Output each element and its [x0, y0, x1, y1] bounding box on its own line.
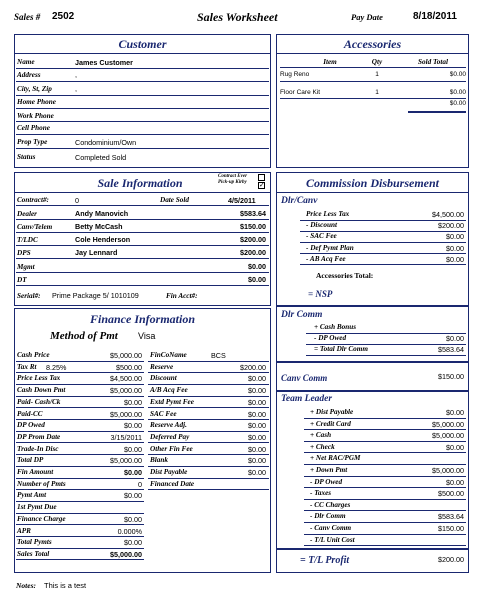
dlr-canv-label: Dlr/Canv — [281, 196, 318, 206]
finance-label: Blank — [150, 456, 168, 465]
finance-label: 1st Pymt Due — [17, 503, 57, 512]
serial-value: Prime Package 5/ 1010109 — [52, 291, 139, 300]
row-divider — [148, 431, 269, 432]
finance-value: $0.00 — [248, 432, 266, 442]
finance-label: Total DP — [17, 456, 44, 465]
customer-label: Cell Phone — [17, 124, 50, 132]
commission-label: + Dist Payable — [310, 408, 354, 416]
row-divider — [16, 419, 144, 420]
row-divider — [304, 441, 466, 442]
finance-title: Finance Information — [89, 312, 196, 326]
finance-label: Discount — [150, 374, 177, 383]
finance-value: $0.00 — [248, 421, 266, 431]
finance-value: $0.00 — [124, 421, 142, 431]
commission-value: $0.00 — [446, 243, 464, 253]
customer-value: Completed Sold — [75, 153, 127, 162]
commission-value: $0.00 — [446, 254, 464, 264]
contract-checkbox-1[interactable] — [258, 174, 265, 181]
row-divider — [16, 548, 144, 549]
finance-label: Deferred Pay — [150, 432, 190, 441]
customer-value: Condominium/Own — [75, 138, 137, 147]
commission-value: $0.00 — [446, 334, 464, 344]
contract-label: Contract#: — [17, 196, 49, 204]
row-divider — [148, 361, 269, 362]
page-title: Sales Worksheet — [197, 10, 278, 24]
commission-value: $0.00 — [446, 477, 464, 487]
finance-extra: 8.25% — [46, 362, 67, 372]
row-divider — [16, 559, 144, 560]
accessory-item: Rug Reno — [280, 71, 310, 78]
contract-checkbox-2[interactable]: ✓ — [259, 182, 265, 189]
row-divider — [16, 407, 144, 408]
row-divider — [304, 418, 466, 419]
accessories-sum: $0.00 — [449, 100, 466, 107]
row-divider — [148, 396, 269, 397]
sale-info-title: Sale Information — [97, 176, 183, 190]
pay-date: 8/18/2011 — [413, 11, 457, 22]
accessory-total: $0.00 — [449, 89, 466, 96]
customer-label: Work Phone — [17, 112, 54, 120]
sale-role-label: T/LDC — [17, 236, 38, 244]
finance-label: Sales Total — [17, 549, 50, 558]
canv-comm-value: $150.00 — [438, 372, 464, 381]
accessory-total: $0.00 — [449, 71, 466, 78]
finance-label: Financed Date — [150, 479, 195, 488]
row-divider — [148, 372, 269, 373]
finance-label: Fin Amount — [17, 468, 54, 476]
row-divider — [16, 454, 144, 455]
commission-value: $583.64 — [438, 345, 464, 355]
finance-value: $0.00 — [248, 456, 266, 466]
finance-value: $5,000.00 — [110, 386, 142, 396]
sale-amount: $0.00 — [248, 262, 266, 271]
accessories-col-qty: Qty — [371, 58, 383, 66]
sale-amount: $200.00 — [240, 235, 266, 244]
row-divider — [16, 524, 144, 525]
row-divider — [148, 454, 269, 455]
finance-value: $0.00 — [124, 538, 142, 548]
commission-label: + Cash Bonus — [314, 323, 357, 331]
accessories-col-total: Sold Total — [418, 58, 448, 66]
tl-profit-label: = T/L Profit — [300, 555, 350, 566]
accessories-title: Accessories — [343, 37, 402, 51]
finance-label: SAC Fee — [150, 409, 177, 418]
row-divider — [16, 501, 144, 502]
commission-label: - Canv Comm — [310, 524, 352, 532]
accessories-col-item: Item — [323, 58, 337, 66]
finance-value: $0.00 — [248, 397, 266, 407]
finance-label: Dist Payable — [150, 468, 188, 476]
finance-value: $0.00 — [248, 409, 266, 419]
commission-label: + Cash — [310, 431, 332, 440]
commission-label: - Taxes — [310, 489, 332, 498]
tl-profit-value: $200.00 — [438, 555, 464, 564]
finance-value: $0.00 — [248, 374, 266, 384]
customer-label: Home Phone — [17, 98, 56, 106]
fin-acct-label: Fin Acct#: — [166, 292, 198, 300]
customer-value: , — [75, 70, 77, 79]
finance-value: $4,500.00 — [110, 374, 142, 384]
sale-person: Jay Lennard — [75, 248, 118, 257]
sale-amount: $200.00 — [240, 248, 266, 257]
method-label: Method of Pmt — [50, 330, 118, 342]
row-divider — [304, 510, 466, 511]
row-divider — [306, 355, 466, 356]
commission-label: + Net RAC/PGM — [310, 454, 361, 463]
finance-label: Cash Price — [17, 351, 50, 359]
notes-label: Notes: — [16, 581, 36, 590]
commission-label: - T/L Unit Cost — [310, 535, 355, 544]
row-divider — [304, 464, 466, 465]
row-divider — [148, 384, 269, 385]
row-divider — [16, 442, 144, 443]
row-divider — [304, 487, 466, 488]
commission-value: $0.00 — [446, 232, 464, 242]
dlr-comm-label: Dlr Comm — [281, 310, 323, 320]
finance-label: Paid- Cash/Ck — [17, 397, 61, 406]
finance-value: $0.00 — [124, 397, 142, 407]
row-divider — [148, 489, 269, 490]
commission-value: $4,500.00 — [432, 210, 464, 219]
finance-value: $500.00 — [116, 362, 142, 372]
commission-label: - SAC Fee — [306, 232, 337, 241]
finance-value: $0.00 — [124, 468, 142, 477]
commission-label: - Dlr Comm — [310, 512, 346, 521]
row-divider — [304, 476, 466, 477]
commission-label: - DP Owed — [310, 477, 343, 486]
commission-value: $200.00 — [438, 221, 464, 231]
sale-role-label: Mgmt — [17, 263, 35, 271]
finance-value: 0 — [138, 479, 142, 489]
commission-value: $0.00 — [446, 442, 464, 452]
finance-value: $0.00 — [248, 468, 266, 477]
finance-label: Extd Pymt Fee — [150, 397, 194, 406]
accessories-total-label: Accessories Total: — [316, 271, 374, 280]
finance-label: Cash Down Pmt — [17, 386, 66, 395]
row-divider — [16, 396, 144, 397]
contract-note: Contract Ever Pick-up Kirby — [218, 174, 248, 185]
sale-role-label: DT — [17, 276, 27, 284]
commission-label: + Down Pmt — [310, 466, 348, 474]
sale-role-label: Canv/Telem — [17, 223, 53, 231]
accessory-item: Floor Care Kit — [280, 89, 321, 96]
commission-label: = Total Dlr Comm — [314, 345, 368, 354]
finance-value: $5,000.00 — [110, 409, 142, 419]
finance-label: FinCoName — [150, 351, 187, 359]
finance-label: Pymt Amt — [17, 491, 47, 500]
row-divider — [16, 513, 144, 514]
accessory-qty: 1 — [375, 89, 379, 96]
sale-person: Andy Manovich — [75, 209, 129, 218]
row-divider — [16, 384, 144, 385]
finance-value: $200.00 — [240, 362, 266, 372]
commission-value: $583.64 — [438, 512, 464, 522]
sale-amount: $150.00 — [240, 222, 266, 231]
customer-label: Status — [17, 153, 36, 161]
sale-person: Cole Henderson — [75, 235, 131, 244]
finance-label: Finance Charge — [17, 514, 66, 523]
finance-label: APR — [17, 526, 31, 535]
finance-label: Price Less Tax — [17, 374, 61, 383]
finance-value: 3/15/2011 — [110, 432, 142, 442]
customer-label: Address — [17, 71, 41, 79]
finance-value: $0.00 — [124, 444, 142, 454]
finance-value: $0.00 — [248, 444, 266, 454]
finance-value: $0.00 — [248, 386, 266, 396]
finance-label: Tax Rt — [17, 362, 37, 371]
row-divider — [16, 466, 144, 467]
row-divider — [16, 431, 144, 432]
row-divider — [148, 478, 269, 479]
finance-label: Reserve Adj. — [150, 421, 187, 430]
sales-number-label: Sales # — [14, 12, 41, 22]
row-divider — [300, 264, 466, 265]
notes-value: This is a test — [44, 581, 87, 590]
sale-role-label: Dealer — [17, 210, 37, 218]
pay-date-label: Pay Date — [351, 12, 383, 22]
commission-value: $5,000.00 — [432, 431, 464, 441]
serial-label: Serial#: — [17, 292, 41, 300]
sale-amount: $583.64 — [240, 209, 266, 218]
commission-title: Commission Disbursement — [305, 176, 440, 190]
commission-value: $150.00 — [438, 524, 464, 533]
customer-value: James Customer — [75, 58, 133, 67]
row-divider — [148, 442, 269, 443]
row-divider — [16, 536, 144, 537]
row-divider — [304, 545, 466, 546]
finance-label: Paid-CC — [17, 409, 43, 418]
finance-label: DP Prom Date — [17, 432, 61, 441]
finance-label: Reserve — [150, 362, 174, 371]
finance-value: $5,000.00 — [110, 456, 142, 466]
commission-value: $500.00 — [438, 489, 464, 499]
row-divider — [16, 478, 144, 479]
customer-label: City, St, Zip — [17, 85, 52, 93]
finance-label: DP Owed — [17, 421, 45, 430]
customer-label: Name — [17, 58, 35, 66]
row-divider — [148, 466, 269, 467]
row-divider — [304, 534, 466, 535]
date-sold: 4/5/2011 — [228, 196, 256, 205]
accessory-qty: 1 — [375, 71, 379, 78]
row-divider — [148, 407, 269, 408]
customer-value: , — [75, 84, 77, 93]
finance-value: BCS — [211, 351, 226, 360]
date-sold-label: Date Sold — [160, 196, 189, 204]
finance-label: A/B Acq Fee — [150, 386, 188, 395]
team-leader-label: Team Leader — [281, 394, 333, 404]
sale-person: Betty McCash — [75, 222, 123, 231]
finance-label: Total Pymts — [17, 538, 52, 547]
row-divider — [304, 452, 466, 453]
customer-label: Prop Type — [17, 138, 48, 146]
row-divider — [304, 499, 466, 500]
commission-label: - DP Owed — [314, 334, 347, 343]
row-divider — [304, 429, 466, 430]
finance-value: 0.000% — [117, 526, 142, 536]
row-divider — [304, 522, 466, 523]
nsp-label: = NSP — [308, 289, 333, 299]
sale-amount: $0.00 — [248, 275, 266, 284]
finance-label: Number of Pmts — [17, 479, 66, 488]
canv-comm-label: Canv Comm — [281, 373, 328, 383]
commission-label: - CC Charges — [310, 500, 351, 509]
finance-value: $5,000.00 — [110, 351, 142, 360]
customer-title: Customer — [118, 37, 167, 51]
commission-value: $0.00 — [446, 408, 464, 417]
commission-label: - Discount — [306, 221, 337, 230]
finance-label: Other Fin Fee — [150, 444, 193, 453]
method-value: Visa — [138, 331, 156, 341]
row-divider — [148, 419, 269, 420]
commission-value: $5,000.00 — [432, 466, 464, 475]
finance-value: $5,000.00 — [110, 549, 142, 559]
contract-value: 0 — [75, 196, 79, 205]
finance-value: $0.00 — [124, 514, 142, 524]
commission-label: Price Less Tax — [306, 210, 350, 218]
finance-value: $0.00 — [124, 491, 142, 501]
sale-role-label: DPS — [17, 249, 31, 257]
row-divider — [16, 372, 144, 373]
finance-label: Trade-In Disc — [17, 444, 59, 453]
commission-value: $5,000.00 — [432, 419, 464, 429]
sales-number: 2502 — [52, 11, 75, 22]
commission-label: + Credit Card — [310, 419, 351, 428]
row-divider — [16, 489, 144, 490]
commission-label: - AB Acq Fee — [306, 254, 346, 263]
commission-label: + Check — [310, 442, 335, 451]
row-divider — [16, 361, 144, 362]
commission-label: - Def Pymt Plan — [306, 243, 354, 252]
